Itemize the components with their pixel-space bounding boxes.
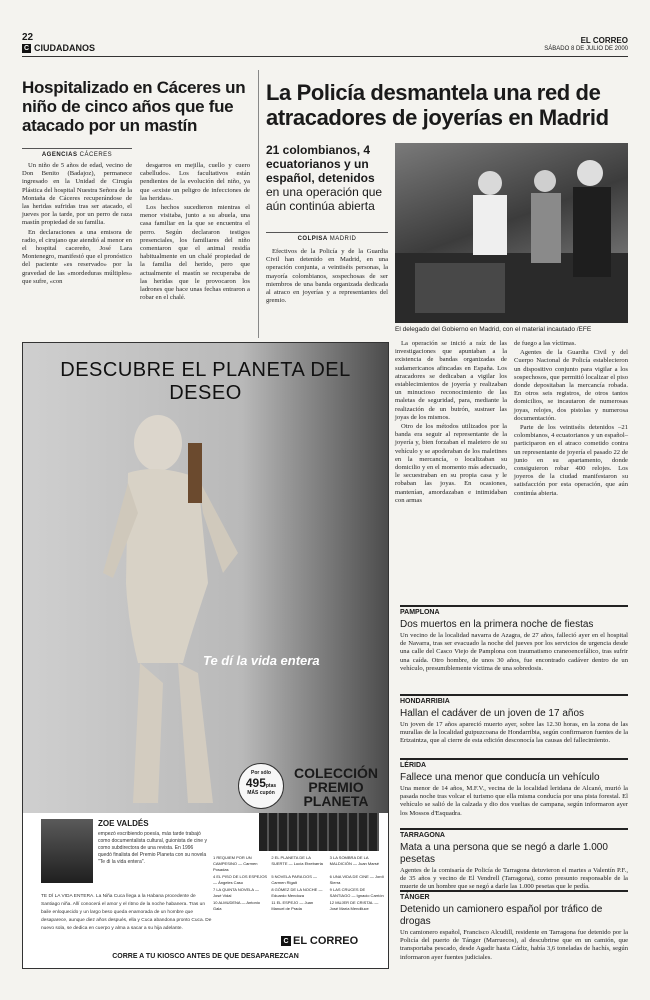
brief-place: LÉRIDA xyxy=(400,758,628,769)
book-item: 2 EL PLANETA DE LA SUERTE — Lucía Etxebarria xyxy=(271,855,323,866)
brief-body: Agentes de la comisaría de Policía de Tarragona detuvieron el martes a Valentín P.F., de 35 años y vecino de El Vendrell (Tarragona), como presunto responsable de la muerte de un hombre que se negó a darle las 1.000 pesetas que le pedía. xyxy=(400,867,628,891)
brief-hondarribia xyxy=(400,694,628,746)
section-label xyxy=(22,43,95,53)
brief-place: TÁNGER xyxy=(400,890,628,901)
logo-text: EL CORREO xyxy=(293,935,359,947)
section-name: CIUDADANOS xyxy=(34,43,96,53)
brief-lerida xyxy=(400,758,628,818)
right-byline xyxy=(266,232,388,242)
brief-body: Un joven de 17 años apareció muerto ayer, sobre las 12.30 horas, en la zona de las murallas de la localidad guipuzcoana de Hondarribia, según confirmaron fuentes de la Ertzaintza, que al cierre de esta edición desconocía las causas del fallecimiento. xyxy=(400,721,628,745)
right-headline: La Policía desmantela una red de atracadores de joyerías en Madrid xyxy=(266,80,609,130)
brief-headline: Hallan el cadáver de un joven de 17 años xyxy=(400,708,585,719)
paragraph: Un niño de 5 años de edad, vecino de Don Benito (Badajoz), permanece ingresado en la Unidad de Cirugía Plástica del hospital Nuestra Señora de la Montaña de Cáceres recuperándose de las heridas sufridas tras ser atacado, el jueves por la tarde, por un perro de raza mastín propiedad de su familia. xyxy=(22,162,132,227)
price-top: Por sólo xyxy=(250,770,271,776)
left-headline: Hospitalizado en Cáceres un niño de cinco años que fue atacado por un mastín xyxy=(22,78,246,135)
left-col-2 xyxy=(140,162,250,303)
byline-place: MADRID xyxy=(329,236,357,242)
brief-body: Un camionero español, Francisco Alcudill, residente en Tarragona fue detenido por la Policía del puerto de Tánger (Marruecos), al descubrirse que en un camión, que transportaba pescado, desde Agadir hasta Cádiz, había 3,6 toneladas de hachís, según informaron ayer fuentes judiciales. xyxy=(400,929,628,961)
book-item: 5 NOVELA PARA DOS — Carmen Rigalt xyxy=(271,874,318,885)
column-divider xyxy=(258,70,259,338)
book-list xyxy=(213,855,385,912)
ad-headline: DESCUBRE EL PLANETA DEL DESEO xyxy=(60,359,351,404)
book-item: 11 EL ESPEJO — Juan Manuel de Prada xyxy=(271,900,314,911)
paragraph: En declaraciones a una emisora de radio, el cirujano que atendió al menor en el hospital cacereño, José Lara Montenegro, manifestó que el pronóstico del paciente «es reservado» por la gravedad de las «mordeduras múltiples» que sufre, «con xyxy=(22,228,132,285)
price-badge xyxy=(238,763,284,809)
brief-pamplona xyxy=(400,605,628,673)
photo-caption: El delegado del Gobierno en Madrid, con el material incautado /EFE xyxy=(395,326,592,333)
paragraph: desgarros en mejilla, cuello y cuero cabelludo». Los facultativos están pendientes de la evolución del niño, ya que «existe un peligro de infecciones de las heridas». xyxy=(140,162,250,202)
newspaper-name: EL CORREO xyxy=(580,36,628,45)
left-byline xyxy=(22,148,132,158)
paragraph: La operación se inició a raíz de las investigaciones que apuntaban a la existencia de bandas organizadas de sudamericanos afincadas en España. Los atracadores se dedicaban a vigilar los establecimientos de joyería y realizaban un minucioso reconocimiento de las maletas de seguridad, para, mediante la realización de un butrón, sustraer las joyas de los mismos. xyxy=(395,340,507,421)
right-col-c xyxy=(514,340,628,499)
brief-headline: Fallece una menor que conducía un vehículo xyxy=(400,772,600,783)
brief-tanger xyxy=(400,890,628,962)
header-rule xyxy=(22,56,628,57)
book-item: 10 ALMUDENA — Antonio Gala xyxy=(213,900,260,911)
paragraph: de fuego a las víctimas. xyxy=(514,340,577,347)
ad-logo xyxy=(281,935,358,947)
book-item: 1 REQUIEM POR UN CAMPESINO — Carmen Posadas xyxy=(213,855,258,872)
book-item: 4 EL PISO DE LOS ESPEJOS — Ángeles Caso xyxy=(213,874,268,885)
brief-body: Un vecino de la localidad navarra de Azagra, de 27 años, falleció ayer en el hospital de Navarra, tras ser evacuado la noche del jueves por los servicios de urgencia desde una calle del Casco Viejo de Pamplona con traumatismo craneoencefálico, tras sufrir una caída. Otro hombre, de unos 30 años, fue encontrado cadáver dentro de un vehículo, presumiblemente víctima de una sobredosis. xyxy=(400,632,628,672)
byline-agency: COLPISA xyxy=(297,236,328,242)
book-collection-image xyxy=(259,813,379,851)
book-item: 3 LA SOMBRA DE LA MALDICIÓN — Juan Marsé xyxy=(329,855,380,866)
brief-place: PAMPLONA xyxy=(400,605,628,616)
issue-date: SÁBADO 8 DE JULIO DE 2000 xyxy=(544,46,628,52)
paragraph: Otro de los métodos utilizados por la banda era seguir al representante de la joyería y, bien forzaban el maletero de su vehículo y se apoderaban de los maletines en la mercancía, o localizaban su domicilio y en el momento más adecuado, le secuestraban en su propia casa y le robaban las joyas. En ocasiones, mantenían, amordazaban e intimidaban con armas xyxy=(395,423,507,504)
logo-mark: C xyxy=(281,936,291,946)
photo-illustration xyxy=(395,143,628,323)
right-col-b xyxy=(395,340,507,506)
byline-agency: AGENCIAS xyxy=(41,152,78,158)
statue-illustration xyxy=(88,403,258,813)
author-bio: empezó escribiendo poesía, más tarde trabajó como documentalista cultural, guionista de cine y como subdirectora de una revista. En 1996 quedó finalista del Premio Planeta con su novela "Te di la vida entera". xyxy=(98,831,207,865)
price-bottom: MÁS cupón xyxy=(247,790,275,796)
brief-headline: Dos muertos en la primera noche de fiestas xyxy=(400,619,594,630)
right-lead xyxy=(266,143,388,213)
author-photo xyxy=(41,819,93,883)
book-item: 7 LA QUINTA NOVELA — José Vidal xyxy=(213,887,259,898)
advertisement xyxy=(22,342,389,969)
brief-tarragona xyxy=(400,828,628,892)
book-item: 12 MUJER DE CRISTAL — José María Mendiluce xyxy=(329,900,379,911)
lead-rest: en una operación que aún continúa abierta xyxy=(266,185,383,213)
collection-title: COLECCIÓN PREMIO PLANETA xyxy=(294,765,378,809)
paragraph: Parte de los veintiséis detenidos –21 colombianos, 4 ecuatorianos y un español– participaron en el atraco cometido contra un representante de joyería el pasado 22 de junio en su apartamento, donde consiguieron robar 400 relojes. Los joyeros de la ciudad manifestaron su satisfacción por esta operación, que aún continúa abierta. xyxy=(514,424,628,497)
right-col-a xyxy=(266,248,388,306)
brief-headline: Mata a una persona que se negó a darle 1.000 pesetas xyxy=(400,842,608,865)
brief-body: Una menor de 14 años, M.F.V., vecina de la localidad leridana de Alcanó, murió la pasada noche tras volcar el turismo que ella misma conducía por una pista forestal. El vehículo se salió de la calzada y dio dos vueltas de campana, según informaron ayer los Mossos d'Esquadra. xyxy=(400,785,628,817)
byline-place: CÁCERES xyxy=(79,152,113,158)
page-number: 22 xyxy=(22,32,34,43)
paragraph: Agentes de la Guardia Civil y del Cuerpo Nacional de Policía establecieron un dispositivo conjunto para vigilar a los sospechosos, que permitió localizar el piso donde depositaban la mercancía robada. En otros seis registros, de otros tantos domicilios, se incautaron de numerosas joyas, relojes, dos pistolas y numerosa documentación. xyxy=(514,349,628,422)
paragraph: Efectivos de la Policía y de la Guardia Civil han detenido en Madrid, en una operación conjunta, a veintiséis personas, la mayoría colombianos, sospechosas de ser miembros de una banda organizada dedicada al atraco en joyerías y a representantes del gremio. xyxy=(266,248,388,305)
paragraph: Los hechos sucedieron mientras el menor visitaba, junto a su abuela, una casa familiar en la que se encuentra el perro. Según declararon testigos presenciales, los familiares del niño comentaron que el animal residía habitualmente en un chalé propiedad de la familia del herido, pero que actualmente el mastín se recuperaba de las heridas que le provocaron los ladrones que hace unas fechas entraron a robar en el chalé. xyxy=(140,204,250,302)
brief-place: TARRAGONA xyxy=(400,828,628,839)
lead-bold: 21 colombianos, 4 ecuatorianos y un español, detenidos xyxy=(266,143,375,185)
price-value: 495ptas xyxy=(245,776,277,790)
book-item: 9 LAS CRUCES DE SANTIAGO — Ignacio Carrión xyxy=(329,887,384,898)
news-photo xyxy=(395,143,628,323)
brief-headline: Detenido un camionero español por tráfico de drogas xyxy=(400,904,603,927)
ad-tagline: Te dí la vida entera xyxy=(203,653,320,668)
ad-footer: CORRE A TU KIOSCO ANTES DE QUE DESAPAREZCAN xyxy=(112,953,299,960)
book-item: 6 UNA VIDA DE CINE — Jordi Sierra xyxy=(329,874,384,885)
section-logo: C xyxy=(23,44,30,52)
left-col-1 xyxy=(22,162,132,287)
author-name: ZOE VALDÉS xyxy=(98,819,149,828)
brief-place: HONDARRIBIA xyxy=(400,694,628,705)
book-item: 8 GÓMEZ DE LA NOCHE — Eduardo Mendoza xyxy=(271,887,323,898)
book-description: TE DÍ LA VIDA ENTERA. La Niña Cuca llega a la Habana procedente de Santiago niña. Allí conocerá el amor y el ritmo de la noche habanera. Tras un baile enloquecido y un largo beso queda enamorada de un hombre que desaparece, aunque diez años después, ella y Cuca abandona pronto Cuca. De nuevo sola, se dedica en cuerpo y alma a sacar a su hija adelante. xyxy=(41,894,212,931)
